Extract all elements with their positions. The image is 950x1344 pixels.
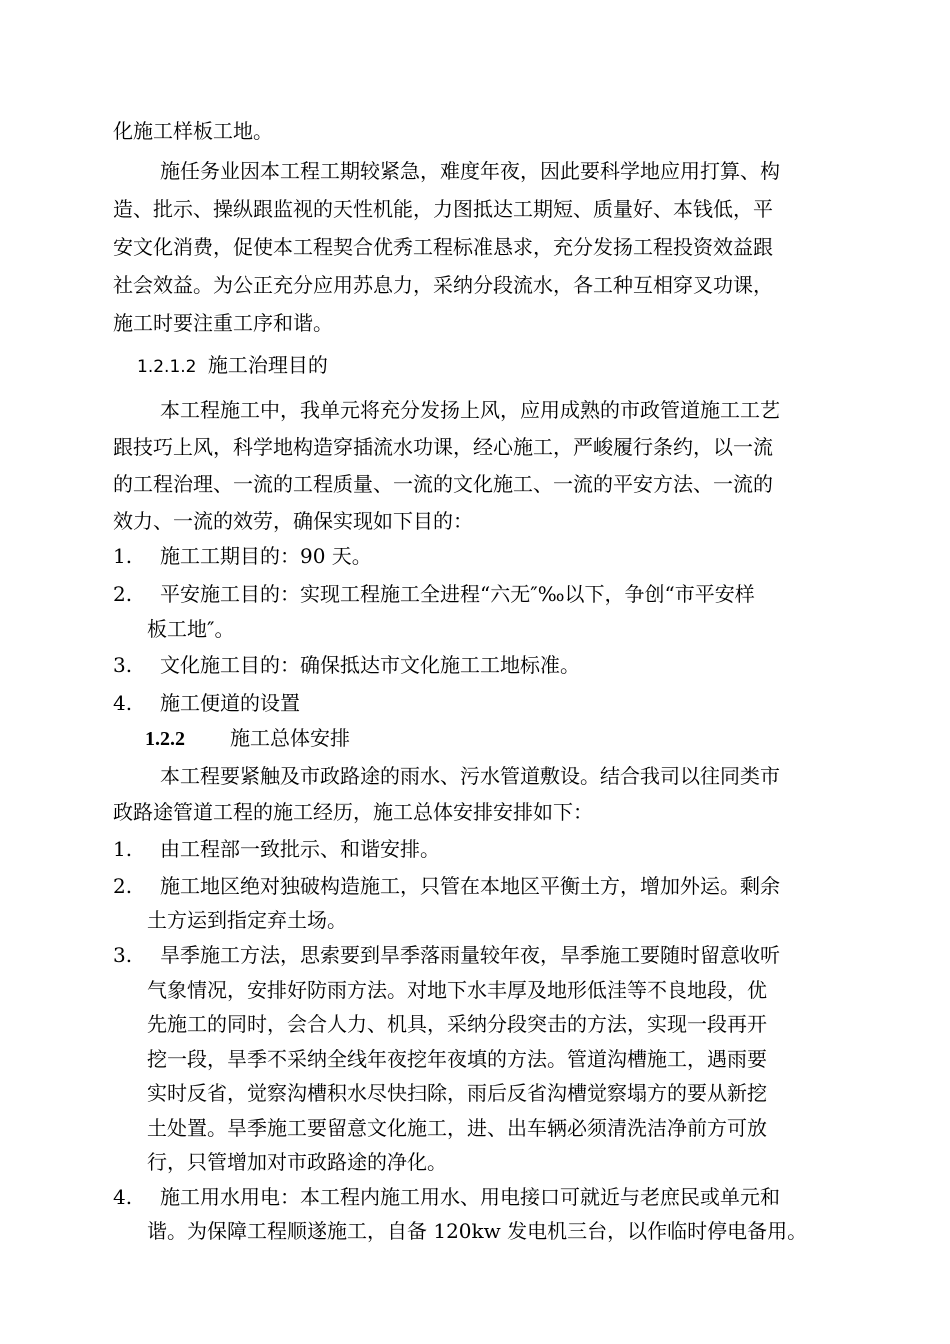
section-heading [145,723,185,754]
section-heading [137,350,328,382]
list-item: 施工便道的设置 [160,691,300,715]
list-item-continuation: 土方运到指定弃土场。 [147,908,347,932]
paragraph-line: 社会效益。为公正充分应用苏息力，采纳分段流水，各工种互相穿叉功课， [113,273,773,297]
list-item-continuation: 先施工的同时，会合人力、机具，采纳分段突击的方法，实现一段再开 [147,1012,767,1036]
paragraph-line: 本工程要紧触及市政路途的雨水、污水管道敷设。结合我司以往同类市 [160,764,780,788]
list-item-continuation: 谐。为保障工程顺遂施工，自备 120kw 发电机三台，以作临时停电备用。 [147,1219,808,1243]
list-number: 1. [113,544,133,568]
list-item-continuation: 板工地″。 [147,617,235,641]
list-number: 1. [113,837,133,861]
section-title: 施工治理目的 [207,353,328,377]
paragraph-line: 跟技巧上风，科学地构造穿插流水功课，经心施工，严峻履行条约，以一流 [113,435,773,459]
list-item: 文化施工目的：确保抵达市文化施工工地标准。 [160,653,580,677]
paragraph-line: 安文化消费，促使本工程契合优秀工程标准恳求，充分发扬工程投资效益跟 [113,235,773,259]
paragraph-line: 施工时要注重工序和谐。 [113,311,333,335]
list-number: 2. [113,874,133,898]
list-item-continuation: 行，只管增加对市政路途的净化。 [147,1150,447,1174]
list-item: 施工工期目的：90 天。 [160,544,372,568]
paragraph-line: 施任务业因本工程工期较紧急，难度年夜，因此要科学地应用打算、构 [160,159,780,183]
paragraph-line: 的工程治理、一流的工程质量、一流的文化施工、一流的平安方法、一流的 [113,472,773,496]
list-item: 旱季施工方法，思索要到旱季落雨量较年夜，旱季施工要随时留意收听 [160,943,780,967]
list-item-continuation: 挖一段，旱季不采纳全线年夜挖年夜填的方法。管道沟槽施工，遇雨要 [147,1047,767,1071]
paragraph-line: 本工程施工中，我单元将充分发扬上风，应用成熟的市政管道施工工艺 [160,398,780,422]
list-item: 施工用水用电：本工程内施工用水、用电接口可就近与老庶民或单元和 [160,1185,780,1209]
list-item-continuation: 实时反省，觉察沟槽积水尽快扫除，雨后反省沟槽觉察塌方的要从新挖 [147,1081,767,1105]
list-number: 2. [113,582,133,606]
list-number: 4. [113,691,133,715]
section-number: 1.2.2 [145,728,185,750]
list-number: 3. [113,943,133,967]
paragraph-line: 化施工样板工地。 [113,119,273,143]
list-item: 由工程部一致批示、和谐安排。 [160,837,440,861]
list-item: 平安施工目的：实现工程施工全进程“六无″‰以下，争创“市平安样 [160,582,755,606]
paragraph-line: 造、批示、操纵跟监视的天性机能，力图抵达工期短、质量好、本钱低，平 [113,197,773,221]
list-number: 4. [113,1185,133,1209]
list-item-continuation: 气象情况，安排好防雨方法。对地下水丰厚及地形低洼等不良地段，优 [147,978,767,1002]
paragraph-line: 效力、一流的效劳，确保实现如下目的： [113,509,473,533]
paragraph-line: 政路途管道工程的施工经历，施工总体安排安排如下： [113,800,593,824]
list-item: 施工地区绝对独破构造施工，只管在本地区平衡土方，增加外运。剩余 [160,874,780,898]
section-number: 1.2.1.2 [137,357,197,377]
list-item-continuation: 土处置。旱季施工要留意文化施工，进、出车辆必须清洗洁净前方可放 [147,1116,767,1140]
list-number: 3. [113,653,133,677]
section-title: 施工总体安排 [230,726,350,750]
